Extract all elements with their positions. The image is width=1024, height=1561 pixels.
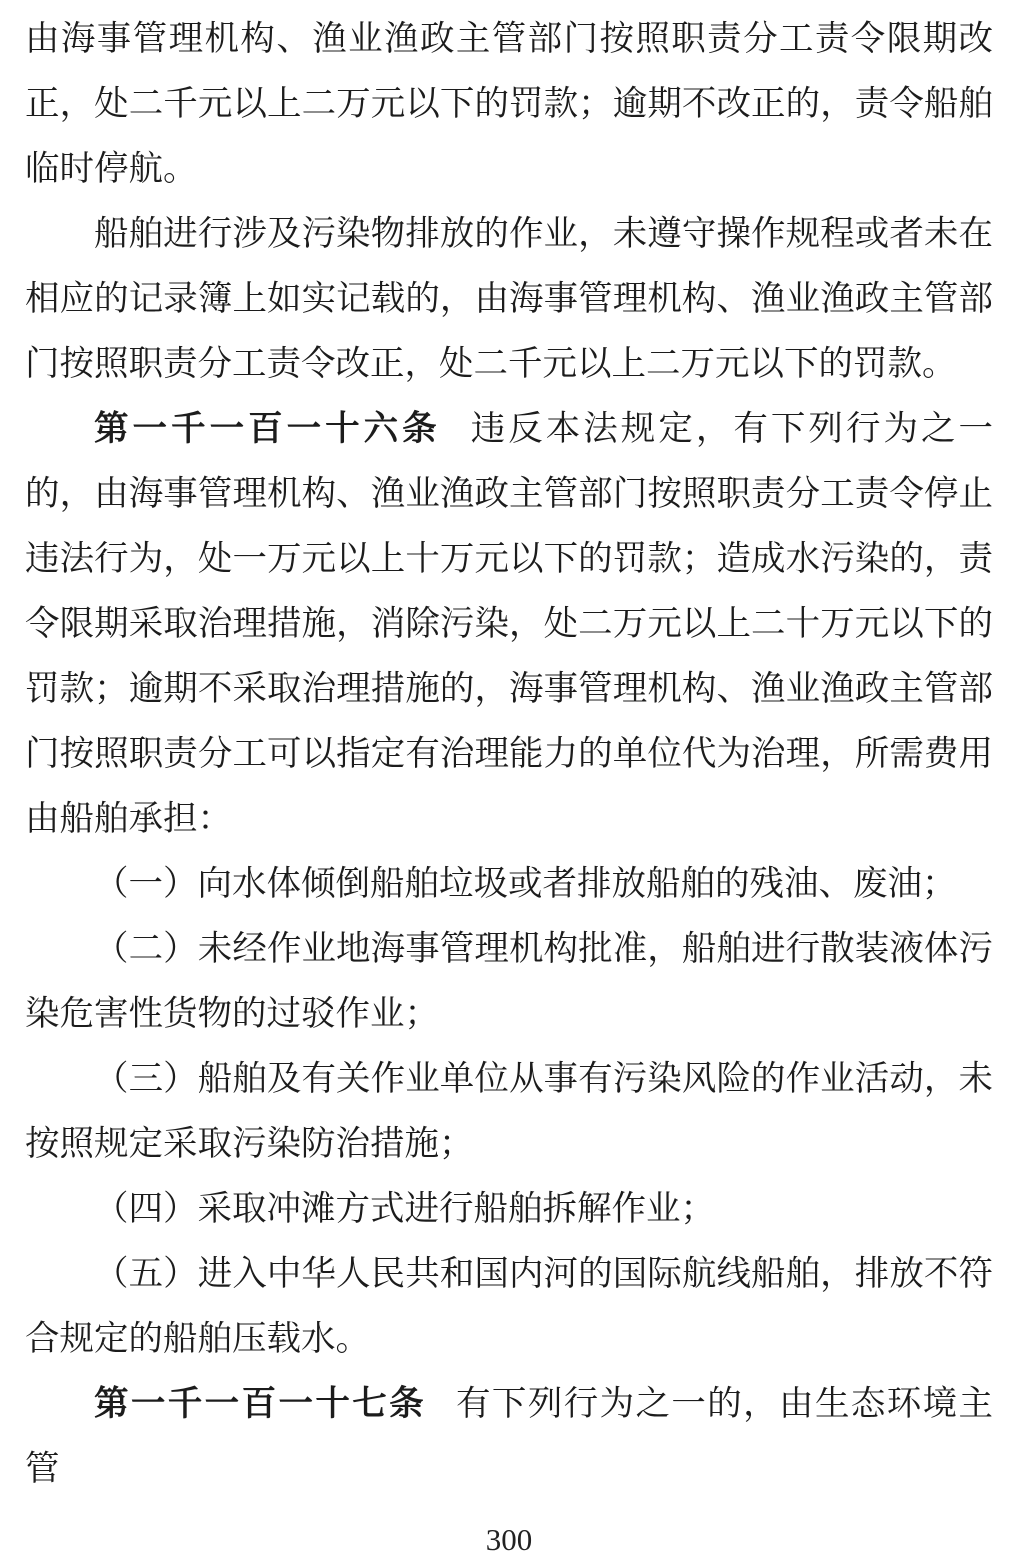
document-body [25,7,993,1502]
article-number: 第一千一百一十六条 [94,410,441,448]
paragraph-text: （二）未经作业地海事管理机构批准，船舶进行散装液体污染危害性货物的过驳作业； [25,930,993,1033]
page-number: 300 [485,1522,533,1557]
paragraph-list-item [25,1047,993,1177]
paragraph-list-item [25,1242,993,1372]
paragraph-list-item [25,852,993,917]
paragraph-list-item [25,1177,993,1242]
paragraph [25,7,993,202]
paragraph [25,397,993,852]
paragraph [25,202,993,397]
paragraph-text: 船舶进行涉及污染物排放的作业，未遵守操作规程或者未在相应的记录簿上如实记载的，由海事管理机构、渔业渔政主管部门按照职责分工责令改正，处二千元以上二万元以下的罚款。 [25,215,993,383]
paragraph-text: （五）进入中华人民共和国内河的国际航线船舶，排放不符合规定的船舶压载水。 [25,1255,993,1358]
paragraph [25,1372,993,1502]
page-footer [25,1519,993,1561]
paragraph-text: （一）向水体倾倒船舶垃圾或者排放船舶的残油、废油； [94,865,957,903]
paragraph-text: （四）采取冲滩方式进行船舶拆解作业； [94,1190,715,1228]
paragraph-text: 由海事管理机构、渔业渔政主管部门按照职责分工责令限期改正，处二千元以上二万元以下的罚款；逾期不改正的，责令船舶临时停航。 [25,20,993,188]
article-number: 第一千一百一十七条 [94,1385,427,1423]
paragraph-text: 违反本法规定，有下列行为之一的，由海事管理机构、渔业渔政主管部门按照职责分工责令停止违法行为，处一万元以上十万元以下的罚款；造成水污染的，责令限期采取治理措施，消除污染，处二万元以上二十万元以下的罚款；逾期不采取治理措施的，海事管理机构、渔业渔政主管部门按照职责分工可以指定有治理能力的单位代为治理，所需费用由船舶承担： [25,410,994,838]
paragraph-text: （三）船舶及有关作业单位从事有污染风险的作业活动，未按照规定采取污染防治措施； [25,1060,993,1163]
paragraph-list-item [25,917,993,1047]
paragraph-text: 有下列行为之一的，由生态环境主管 [25,1385,994,1488]
